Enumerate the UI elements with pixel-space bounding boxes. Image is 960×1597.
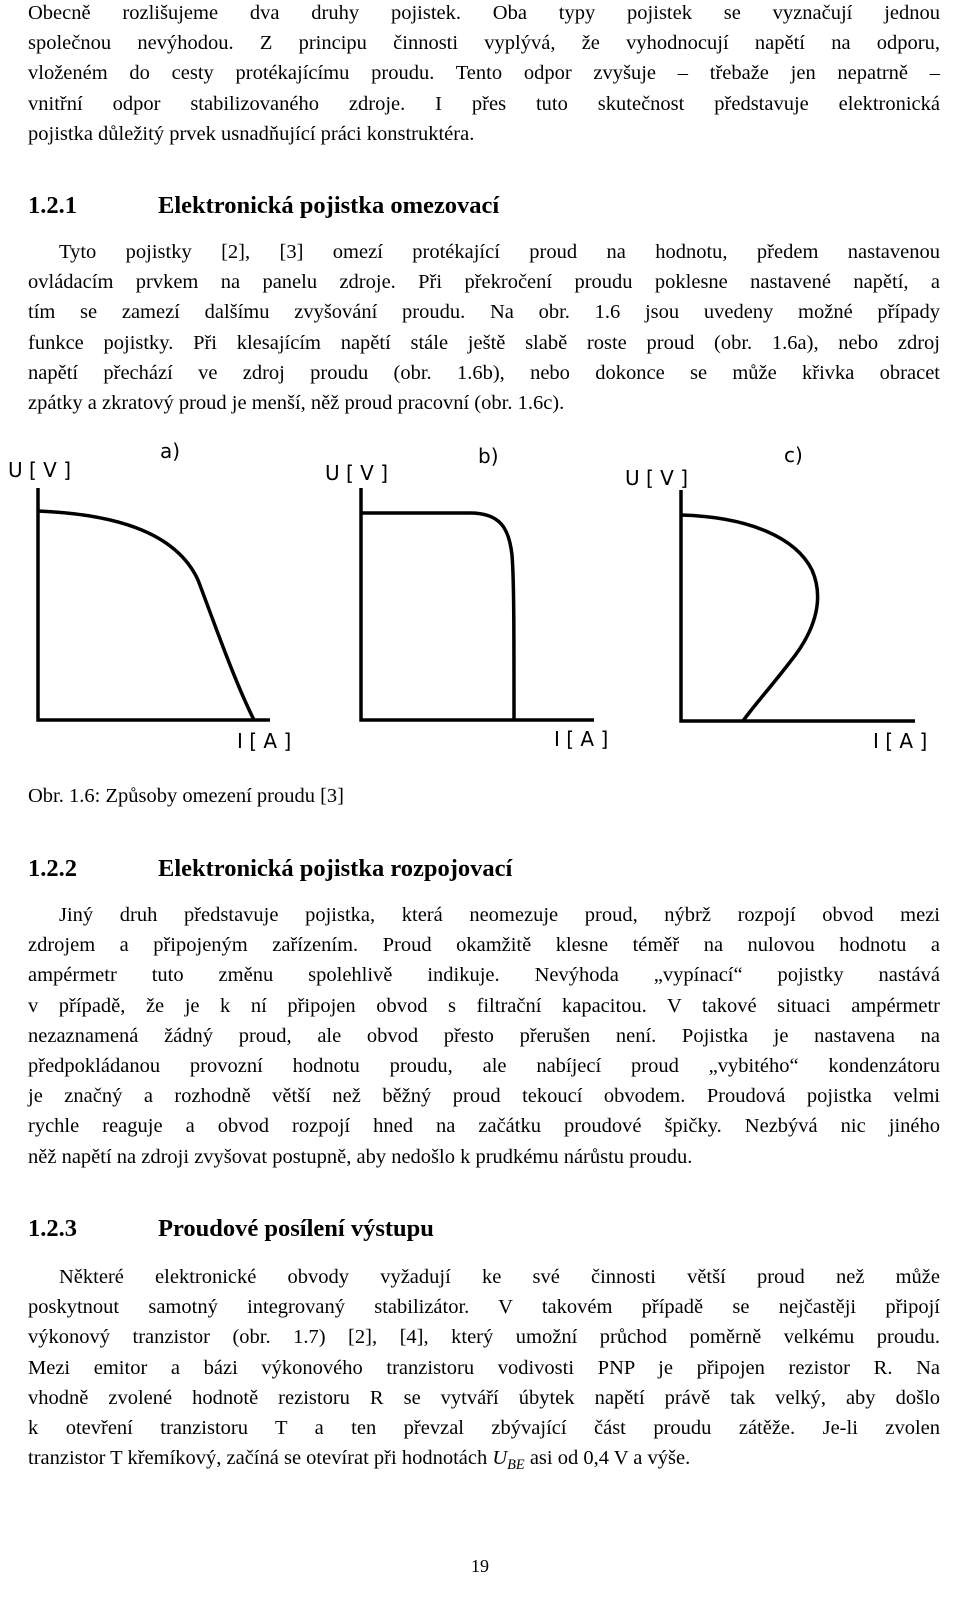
- text-line: Jiný druh představuje pojistka, která neomezuje proud, nýbrž rozpojí obvod mezi: [59, 904, 940, 926]
- y-axis-label: U [ V ]: [325, 461, 388, 485]
- panel-label: c): [784, 443, 803, 467]
- section3-paragraph: [28, 1262, 940, 1481]
- characteristic-curve: [38, 511, 254, 720]
- section-number: 1.2.3: [28, 1215, 77, 1242]
- text-line: [28, 1443, 940, 1480]
- panel-label: a): [160, 439, 181, 463]
- y-axis-label: U [ V ]: [625, 466, 688, 490]
- text-line: vnitřní odpor stabilizovaného zdroje. I přes tuto skutečnost představuje elektronická: [28, 92, 940, 115]
- panel-label: b): [478, 444, 499, 468]
- section-title: Elektronická pojistka rozpojovací: [158, 855, 513, 882]
- text-line: ampérmetr tuto změnu spolehlivě indikuje. Nevýhoda „vypínací“ pojistky nastává: [28, 964, 940, 987]
- y-axis-label: U [ V ]: [8, 458, 71, 482]
- text-line: nezaznamená žádný proud, ale obvod přesto přerušen není. Pojistka je nastavena na: [28, 1024, 940, 1047]
- text-line: ovládacím prvkem na panelu zdroje. Při překročení proudu poklesne nastavené napětí, a: [28, 271, 940, 294]
- section-number: 1.2.2: [28, 855, 77, 882]
- text-line: v případě, že je k ní připojen obvod s filtrační kapacitou. V takové situaci ampérmetr: [28, 994, 940, 1017]
- figure-panel-c: [625, 443, 927, 753]
- text-line: zdrojem a připojeným zařízením. Proud okamžitě klesne téměř na nulovou hodnotu a: [28, 934, 940, 957]
- axes: [681, 490, 915, 721]
- text-line: k otevření tranzistoru T a ten převzal zbývající část proudu zátěže. Je-li zvolen: [28, 1417, 940, 1440]
- text-line: Obecně rozlišujeme dva druhy pojistek. Oba typy pojistek se vyznačují jednou: [28, 2, 940, 24]
- section-number: 1.2.1: [28, 192, 77, 219]
- text-line: poskytnout samotný integrovaný stabilizátor. V takovém případě se nejčastěji připojí: [28, 1296, 940, 1319]
- figure-panel-a: [8, 439, 291, 753]
- x-axis-label: I [ A ]: [873, 729, 928, 753]
- text-line: společnou nevýhodou. Z principu činnosti vyplývá, že vyhodnocují napětí na odporu,: [28, 32, 940, 55]
- section-title: Proudové posílení výstupu: [158, 1215, 434, 1242]
- page-number: 19: [471, 1556, 489, 1576]
- section-heading-1: [28, 192, 499, 220]
- section2-paragraph: [28, 900, 940, 1172]
- text-line: předpokládanou provozní hodnotu proudu, ale nabíjecí proud „vybitého“ kondenzátoru: [28, 1055, 940, 1078]
- text-line: pojistka důležitý prvek usnadňující práci konstruktéra.: [28, 122, 475, 145]
- text-line: výkonový tranzistor (obr. 1.7) [2], [4], který umožní průchod poměrně velkému proudu.: [28, 1326, 940, 1349]
- text-line: Tyto pojistky [2], [3] omezí protékající proud na hodnotu, předem nastavenou: [59, 241, 940, 263]
- x-axis-label: I [ A ]: [554, 727, 609, 751]
- text-line: Některé elektronické obvody vyžadují ke své činnosti větší proud než může: [59, 1266, 940, 1288]
- intro-paragraph: [28, 0, 940, 149]
- text-segment: tranzistor T křemíkový, začíná se otevírat při hodnotách: [28, 1447, 493, 1470]
- symbol-subscript: BE: [507, 1457, 525, 1474]
- symbol-u: U: [492, 1447, 508, 1470]
- figure-panel-b: [325, 444, 608, 751]
- text-line: funkce pojistky. Při klesajícím napětí stále ještě slabě roste proud (obr. 1.6a), nebo zdroj: [28, 331, 940, 354]
- x-axis-label: I [ A ]: [237, 729, 292, 753]
- text-line: něž napětí na zdroji zvyšovat postupně, aby nedošlo k prudkému nárůstu proudu.: [28, 1145, 693, 1168]
- text-line: vhodně zvolené hodnotě rezistoru R se vytváří úbytek napětí právě tak velký, aby došlo: [28, 1386, 940, 1409]
- text-segment: asi od 0,4 V a výše.: [524, 1447, 691, 1470]
- text-line: rychle reaguje a obvod rozpojí hned na začátku proudové špičky. Nezbývá nic jiného: [28, 1115, 940, 1138]
- characteristic-curve: [681, 515, 818, 721]
- text-line: Mezi emitor a bázi výkonového tranzistoru vodivosti PNP je připojen rezistor R. Na: [28, 1356, 940, 1379]
- section1-paragraph: [28, 237, 940, 418]
- axes: [361, 488, 594, 720]
- section-heading-2: [28, 855, 512, 883]
- text-line: je značný a rozhodně větší než běžný proud tekoucí obvodem. Proudová pojistka velmi: [28, 1085, 940, 1108]
- text-line: zpátky a zkratový proud je menší, něž proud pracovní (obr. 1.6c).: [28, 392, 565, 415]
- axes: [38, 488, 270, 720]
- section-title: Elektronická pojistka omezovací: [158, 192, 500, 219]
- text-line: vloženém do cesty protékajícímu proudu. Tento odpor zvyšuje – třebaže jen nepatrně –: [28, 62, 940, 85]
- figure-caption: Obr. 1.6: Způsoby omezení proudu [3]: [28, 785, 344, 807]
- figure-current-limit-curves: [0, 430, 960, 770]
- text-line: napětí přechází ve zdroj proudu (obr. 1.6b), nebo dokonce se může křivka obracet: [28, 361, 940, 384]
- characteristic-curve: [361, 513, 514, 720]
- section-heading-3: [28, 1215, 434, 1243]
- text-line: tím se zamezí dalšímu zvyšování proudu. Na obr. 1.6 jsou uvedeny možné případy: [28, 301, 940, 324]
